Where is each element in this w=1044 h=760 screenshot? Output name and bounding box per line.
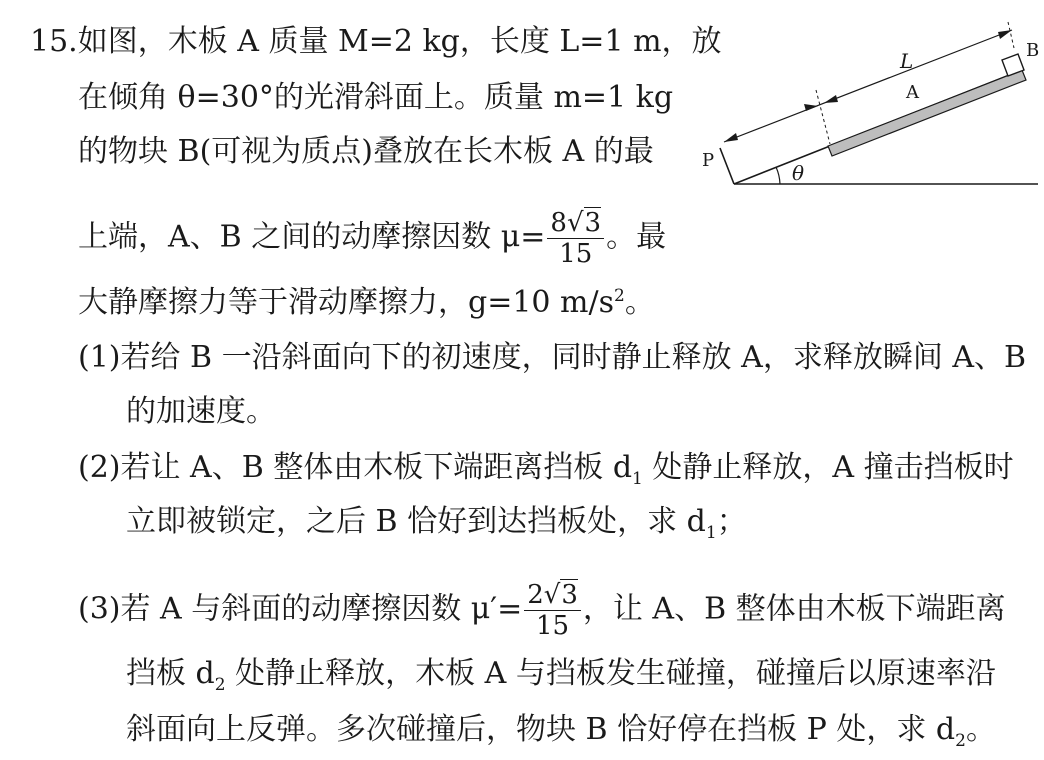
mu-num-coef: 8 bbox=[550, 208, 567, 238]
part2-text-2a: 立即被锁定，之后 B 恰好到达挡板处，求 d bbox=[126, 504, 706, 539]
problem-text-1: 如图，木板 A 质量 M=2 kg，长度 L=1 m，放 bbox=[77, 24, 722, 59]
mu-num-radicand: 3 bbox=[584, 208, 602, 238]
problem-line-1 bbox=[30, 22, 722, 62]
arrow-head-right bbox=[998, 30, 1012, 39]
problem-number: 15. bbox=[30, 24, 78, 59]
label-P: P bbox=[702, 150, 715, 171]
part3-line-1 bbox=[78, 580, 1006, 641]
part2-text-2b: ； bbox=[716, 504, 747, 539]
part1-text-2: 的加速度。 bbox=[126, 394, 276, 429]
part3-text-3b: 。 bbox=[965, 712, 996, 747]
part1-line-1 bbox=[78, 338, 1026, 378]
problem-line-4 bbox=[78, 208, 666, 269]
problem-text-5a: 大静摩擦力等于滑动摩擦力，g=10 m/s bbox=[78, 285, 615, 320]
subscript-1: 1 bbox=[632, 469, 643, 489]
dimension-line-L bbox=[724, 30, 1012, 142]
subscript-2b: 2 bbox=[955, 731, 966, 751]
exponent-2: 2 bbox=[614, 286, 625, 306]
problem-line-2 bbox=[78, 78, 673, 118]
part3-text-1a: (3)若 A 与斜面的动摩擦因数 μ′= bbox=[78, 591, 523, 627]
label-L: L bbox=[900, 49, 914, 73]
part3-line-3 bbox=[126, 710, 996, 750]
problem-text-5b: 。 bbox=[624, 285, 655, 320]
mu2-num-coef: 2 bbox=[527, 580, 544, 610]
mu-prime-fraction: $\frac{2√3}{15}$ bbox=[524, 580, 581, 641]
label-B: B bbox=[1026, 40, 1040, 61]
label-theta: θ bbox=[792, 161, 805, 185]
part2-text-1b: 处静止释放，A 撞击挡板时 bbox=[642, 450, 1014, 485]
part3-line-2 bbox=[126, 654, 996, 694]
mu-den: 15 bbox=[559, 239, 593, 269]
arrow-head-mid-left bbox=[804, 104, 818, 111]
angle-arc bbox=[776, 167, 780, 184]
barrier-P bbox=[720, 148, 734, 184]
problem-text-3: 的物块 B(可视为质点)叠放在长木板 A 的最 bbox=[78, 134, 654, 169]
subscript-2: 2 bbox=[214, 675, 226, 695]
part3-text-1b: ，让 A、B 整体由木板下端距离 bbox=[582, 591, 1006, 627]
dashed-tick-mid bbox=[816, 90, 830, 144]
part1-line-2 bbox=[126, 392, 276, 432]
label-A: A bbox=[906, 82, 919, 103]
problem-line-3 bbox=[78, 132, 654, 172]
problem-text-2: 在倾角 θ=30°的光滑斜面上。质量 m=1 kg bbox=[78, 80, 674, 115]
problem-line-5 bbox=[78, 283, 655, 323]
mu-fraction: $\frac{8√3}{15}$ bbox=[547, 208, 604, 269]
part3-text-2a: 挡板 d bbox=[126, 656, 215, 691]
arrow-head-left bbox=[724, 133, 738, 142]
part2-text-1a: (2)若让 A、B 整体由木板下端距离挡板 d bbox=[78, 450, 633, 485]
part3-text-3a: 斜面向上反弹。多次碰撞后，物块 B 恰好停在挡板 P 处，求 d bbox=[126, 712, 956, 747]
problem-text-4a: 上端，A、B 之间的动摩擦因数 μ= bbox=[78, 219, 546, 255]
mu2-den: 15 bbox=[536, 611, 570, 641]
problem-text-4b: 。最 bbox=[606, 219, 667, 255]
subscript-1b: 1 bbox=[705, 523, 717, 543]
dashed-tick-right bbox=[1008, 22, 1014, 48]
incline-figure bbox=[694, 18, 1044, 198]
part2-line-1 bbox=[78, 448, 1014, 488]
arrow-head-mid-right bbox=[824, 95, 838, 103]
board-A bbox=[828, 70, 1026, 156]
part3-text-2b: 处静止释放，木板 A 与挡板发生碰撞，碰撞后以原速率沿 bbox=[225, 656, 996, 691]
mu2-num-radicand: 3 bbox=[561, 580, 578, 610]
part1-text-1: (1)若给 B 一沿斜面向下的初速度，同时静止释放 A，求释放瞬间 A、B bbox=[78, 340, 1027, 375]
part2-line-2 bbox=[126, 502, 747, 542]
